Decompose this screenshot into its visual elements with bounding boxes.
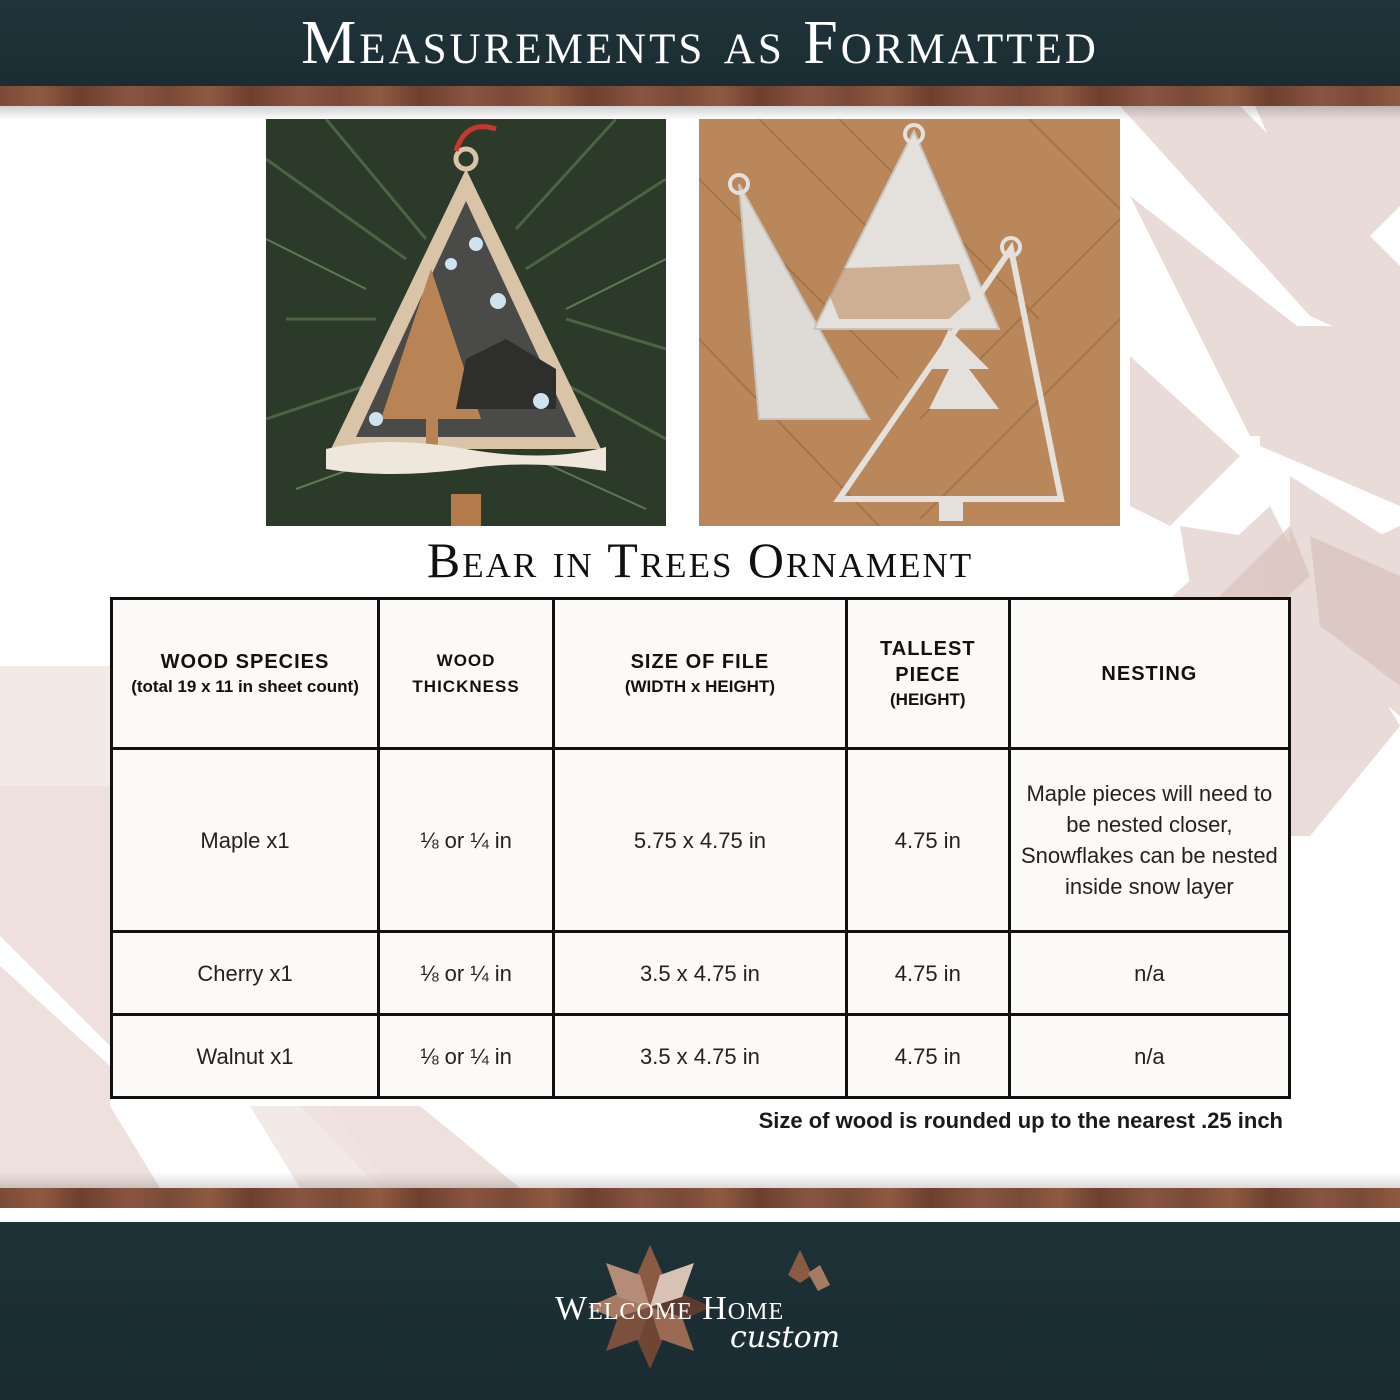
trim-shadow-bottom — [0, 1172, 1400, 1188]
table-row — [112, 932, 1290, 1015]
column-header-tallest: TALLEST PIECE (HEIGHT) — [846, 599, 1009, 749]
page-title: Measurements as Formatted — [301, 9, 1099, 77]
rounding-footnote: Size of wood is rounded up to the nearest .25 inch — [758, 1108, 1283, 1133]
trim-shadow-top — [0, 106, 1400, 120]
cell-tallest: 4.75 in — [846, 932, 1009, 1015]
cell-species: Walnut x1 — [112, 1015, 379, 1098]
logo-wordmark: Welcome Home — [555, 1290, 785, 1327]
cell-nesting: n/a — [1009, 932, 1289, 1015]
column-header-size: SIZE OF FILE (WIDTH x HEIGHT) — [554, 599, 847, 749]
logo-script: custom — [730, 1320, 841, 1355]
measurements-table — [110, 597, 1291, 1099]
cell-nesting: n/a — [1009, 1015, 1289, 1098]
column-header-species: WOOD SPECIES (total 19 x 11 in sheet count) — [112, 599, 379, 749]
cell-tallest: 4.75 in — [846, 1015, 1009, 1098]
table-header-row — [112, 599, 1290, 749]
cell-thickness: ⅛ or ¼ in — [379, 749, 554, 932]
footer-divider — [0, 1208, 1400, 1222]
cell-thickness: ⅛ or ¼ in — [379, 1015, 554, 1098]
cell-size: 3.5 x 4.75 in — [554, 932, 847, 1015]
ornament-photo-hanging — [266, 119, 666, 526]
column-header-thickness: WOOD THICKNESS — [379, 599, 554, 749]
product-title: Bear in Trees Ornament — [426, 532, 974, 588]
cell-tallest: 4.75 in — [846, 749, 1009, 932]
wood-trim-bottom — [0, 1188, 1400, 1208]
cell-thickness: ⅛ or ¼ in — [379, 932, 554, 1015]
table-row — [112, 749, 1290, 932]
column-header-nesting: NESTING — [1009, 599, 1289, 749]
cell-species: Cherry x1 — [112, 932, 379, 1015]
cell-nesting: Maple pieces will need to be nested closer, Snowflakes can be nested inside snow layer — [1009, 749, 1289, 932]
wood-trim-top — [0, 86, 1400, 106]
ornament-photo-pieces — [699, 119, 1120, 526]
cell-species: Maple x1 — [112, 749, 379, 932]
table-row — [112, 1015, 1290, 1098]
cell-size: 5.75 x 4.75 in — [554, 749, 847, 932]
cell-size: 3.5 x 4.75 in — [554, 1015, 847, 1098]
